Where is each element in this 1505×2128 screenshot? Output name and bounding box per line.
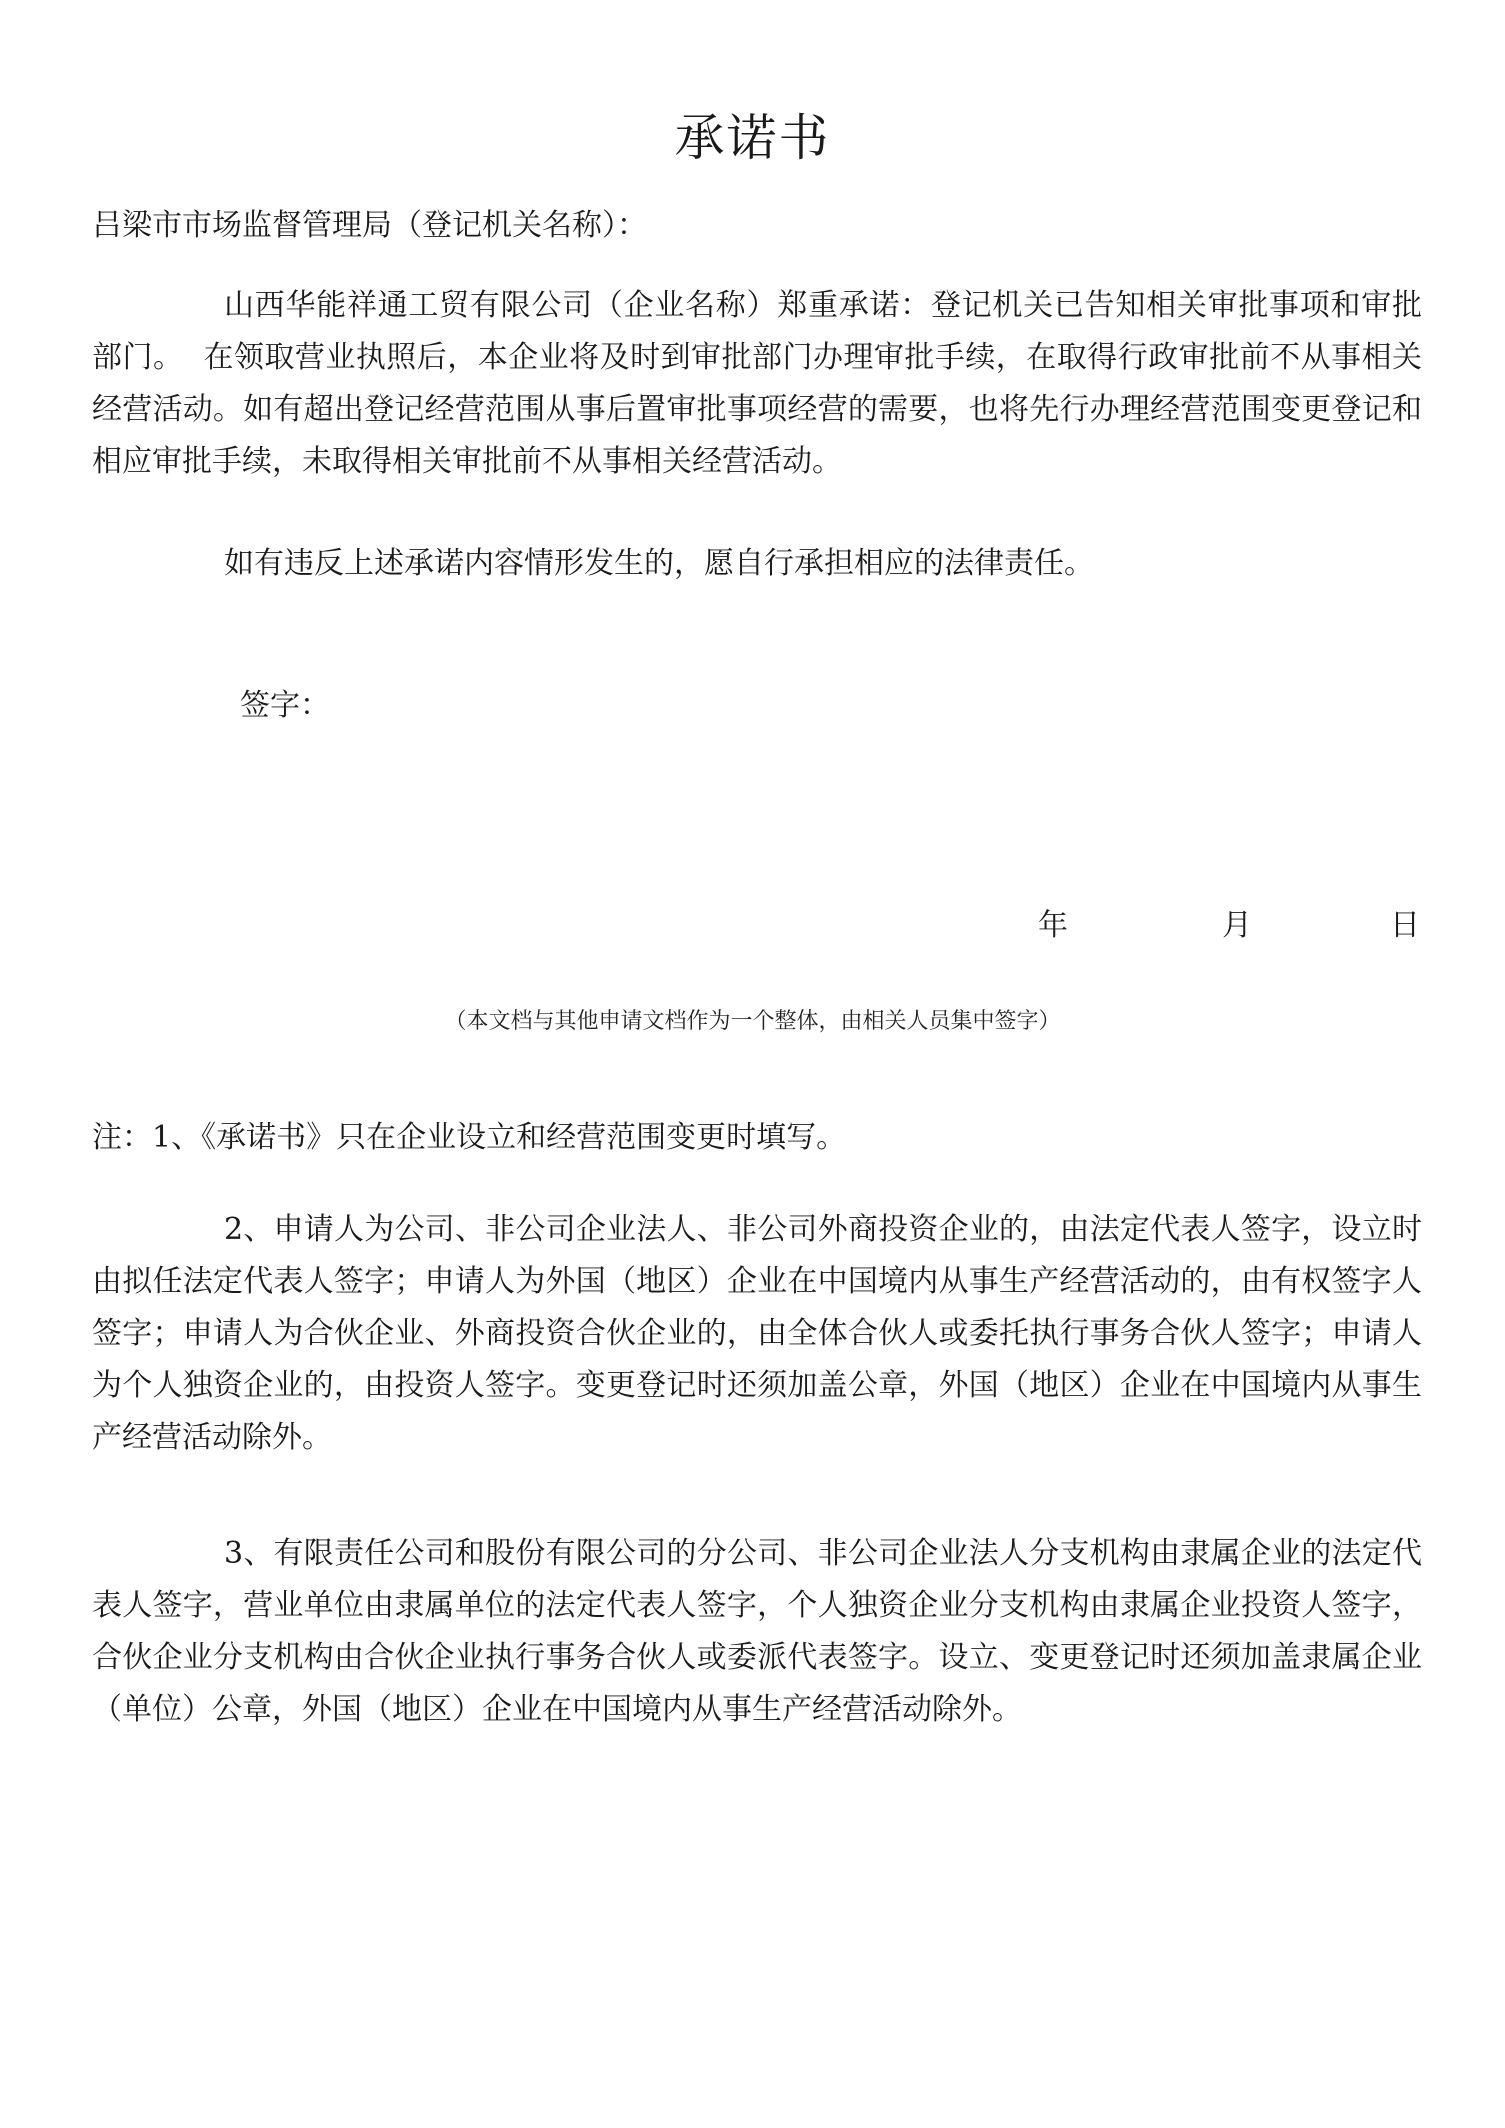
- liability-paragraph: 如有违反上述承诺内容情形发生的，愿自行承担相应的法律责任。: [224, 546, 1094, 581]
- signature-label: 签字：: [240, 688, 330, 723]
- note-2: 2、申请人为公司、非公司企业法人、非公司外商投资企业的，由法定代表人签字，设立时由拟任法定代表人签字；申请人为外国（地区）企业在中国境内从事生产经营活动的，由有权签字人签字；申请人为合伙企业、外商投资合伙企业的，由全体合伙人或委托执行事务合伙人签字；申请人为个人独资企业的，由投资人签字。变更登记时还须加盖公章，外国（地区）企业在中国境内从事生产经营活动除外。: [92, 1212, 1422, 1455]
- note-1: 注：1、《承诺书》只在企业设立和经营范围变更时填写。: [92, 1120, 847, 1155]
- collective-signature-note: （本文档与其他申请文档作为一个整体，由相关人员集中签字）: [444, 1009, 1061, 1034]
- note-3: 3、有限责任公司和股份有限公司的分公司、非公司企业法人分支机构由隶属企业的法定代表人签字，营业单位由隶属单位的法定代表人签字，个人独资企业分支机构由隶属企业投资人签字，合伙企业分支机构由合伙企业执行事务合伙人或委派代表签字。设立、变更登记时还须加盖隶属企业（单位）公章，外国（地区）企业在中国境内从事生产经营活动除外。: [92, 1536, 1422, 1727]
- document-title: 承诺书: [674, 109, 831, 167]
- date-day-label: 日: [1390, 908, 1420, 943]
- addressee-line: 吕梁市市场监督管理局（登记机关名称）：: [92, 208, 647, 243]
- date-year-label: 年: [1038, 908, 1068, 943]
- date-month-label: 月: [1222, 908, 1252, 943]
- commitment-paragraph: 山西华能祥通工贸有限公司（企业名称）郑重承诺：登记机关已告知相关审批事项和审批部门。 在领取营业执照后，本企业将及时到审批部门办理审批手续，在取得行政审批前不从事相关经营活动。如有超出登记经营范围从事后置审批事项经营的需要，也将先行办理经营范围变更登记和相应审批手续，未取得相关审批前不从事相关经营活动。: [92, 288, 1422, 479]
